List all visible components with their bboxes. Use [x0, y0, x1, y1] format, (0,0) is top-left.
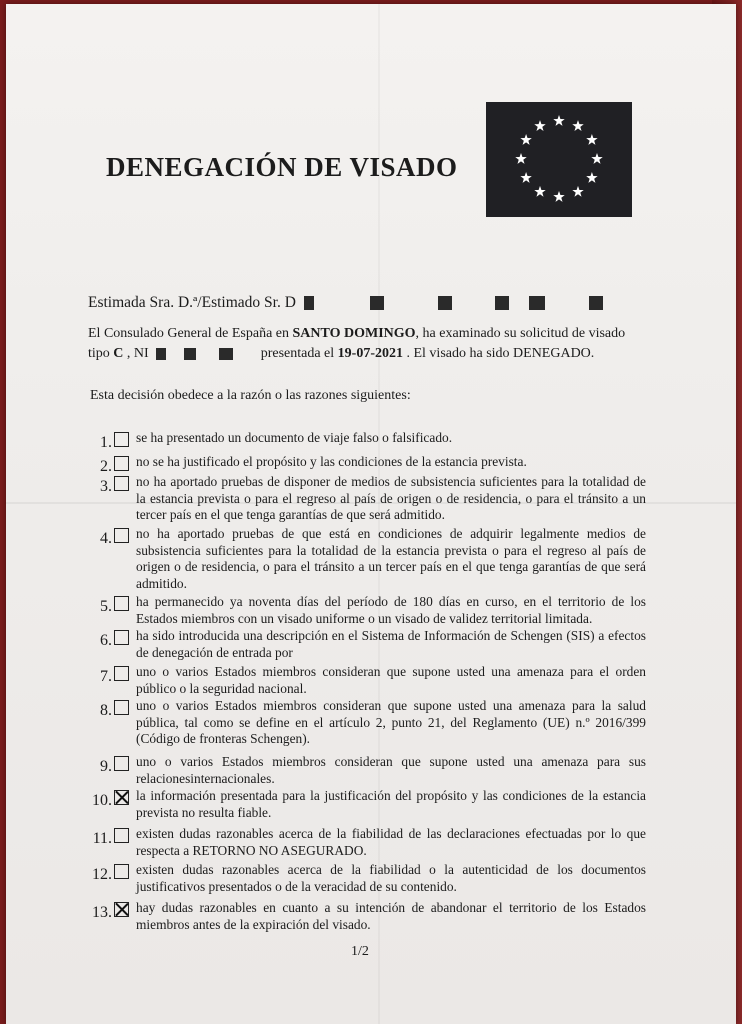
reason-text: la información presentada para la justificación del propósito y las condiciones de la estancia prevista no resulta fiable.: [136, 788, 646, 820]
checkbox-empty-icon: [114, 528, 129, 543]
flag-star: [520, 134, 531, 145]
page-number: 1/2: [351, 944, 369, 959]
checkbox-empty-icon: [114, 476, 129, 491]
checkbox-empty-icon: [114, 700, 129, 715]
reason-text: ha permanecido ya noventa días del período de 180 días en curso, en el territorio de los Estados miembros con un visado uniforme o un visado de validez territorial limitada.: [136, 594, 646, 626]
checkbox-empty-icon: [114, 756, 129, 771]
intro-text: El Consulado General de España en: [88, 326, 293, 341]
reason-number: 8.: [100, 702, 112, 719]
redaction: [438, 296, 452, 310]
visa-type-label: tipo: [88, 346, 114, 361]
flag-star: [572, 186, 583, 197]
intro-paragraph: [88, 324, 628, 364]
checkbox-empty-icon: [114, 666, 129, 681]
checkbox-empty-icon: [114, 630, 129, 645]
redaction: [589, 296, 603, 310]
presented-date: 19-07-2021: [337, 346, 403, 361]
reason-number: 11.: [92, 830, 112, 847]
decision-intro: Esta decisión obedece a la razón o las razones siguientes:: [90, 388, 411, 403]
reason-number: 1.: [100, 434, 112, 451]
reason-text: uno o varios Estados miembros consideran que supone usted una amenaza para el orden público o la seguridad nacional.: [136, 664, 646, 696]
reason-number: 12.: [92, 866, 112, 883]
reason-text: no ha aportado pruebas de disponer de medios de subsistencia suficientes para la totalidad de la estancia prevista o para el regreso al país de origen o de residencia, o para el tránsito a un tercer país en el que tenga garantías de que será admitido.: [136, 474, 646, 522]
flag-star: [520, 172, 531, 183]
reason-number: 10.: [92, 792, 112, 809]
reason-text: uno o varios Estados miembros consideran que supone usted una amenaza para sus relacionesinternacionales.: [136, 754, 646, 786]
flag-star: [572, 120, 583, 131]
reason-number: 9.: [100, 758, 112, 775]
flag-star: [553, 115, 564, 126]
flag-star: [591, 153, 602, 164]
reason-text: se ha presentado un documento de viaje falso o falsificado.: [136, 430, 453, 445]
checkbox-empty-icon: [114, 432, 129, 447]
reason-number: 13.: [92, 904, 112, 921]
reason-number: 4.: [100, 530, 112, 547]
flag-star: [534, 120, 545, 131]
reason-text: no se ha justificado el propósito y las condiciones de la estancia prevista.: [136, 454, 527, 469]
presented-label: presentada el: [260, 346, 338, 361]
visa-denial-letter: [6, 4, 736, 1024]
flag-star: [534, 186, 545, 197]
flag-star: [586, 172, 597, 183]
redaction: [304, 296, 314, 310]
greeting-text: Estimada Sra. D.ª/Estimado Sr. D: [88, 294, 296, 311]
consulate-city: SANTO DOMINGO: [292, 326, 416, 341]
redaction: [495, 296, 509, 310]
flag-star: [515, 153, 526, 164]
document-title: DENEGACIÓN DE VISADO: [106, 152, 458, 182]
reason-text: existen dudas razonables acerca de la fiabilidad o la autenticidad de los documentos justificativos presentados o de la veracidad de su contenido.: [136, 862, 646, 894]
checkbox-checked-icon: [114, 902, 129, 917]
redaction: [219, 348, 233, 360]
redaction: [529, 296, 545, 310]
reason-text: hay dudas razonables en cuanto a su intención de abandonar el territorio de los Estados miembros antes de la expiración del visado.: [136, 900, 646, 932]
decision-result: . El visado ha sido DENEGADO.: [402, 346, 595, 361]
reason-number: 7.: [100, 668, 112, 685]
checkbox-empty-icon: [114, 596, 129, 611]
checkbox-checked-icon: [114, 790, 129, 805]
redaction: [156, 348, 166, 360]
reason-text: existen dudas razonables acerca de la fiabilidad de las declaraciones efectuadas por lo que respecta a RETORNO NO ASEGURADO.: [136, 826, 646, 858]
reason-text: no ha aportado pruebas de que está en condiciones de adquirir legalmente medios de subsistencia suficientes para la totalidad de la estancia prevista o para el regreso al país de origen o de residencia, o para el tránsito a un tercer país en el que tenga garantías de que será admitido.: [136, 526, 646, 591]
checkbox-empty-icon: [114, 864, 129, 879]
flag-star: [586, 134, 597, 145]
checkbox-empty-icon: [114, 828, 129, 843]
eu-flag-icon: [486, 102, 632, 217]
redaction: [184, 348, 196, 360]
greeting: [88, 294, 603, 312]
intro-text: , ha examinado su solicitud de visado: [415, 326, 626, 341]
reason-number: 2.: [100, 458, 112, 475]
reason-number: 6.: [100, 632, 112, 649]
reason-number: 5.: [100, 598, 112, 615]
reason-text: uno o varios Estados miembros consideran que supone usted una amenaza para la salud pública, tal como se define en el artículo 2, punto 21, del Reglamento (UE) n.º 2016/399 (Código de fronteras Schengen).: [136, 698, 646, 746]
checkbox-empty-icon: [114, 456, 129, 471]
reason-number: 3.: [100, 478, 112, 495]
redaction: [370, 296, 384, 310]
nie-label: , NI: [123, 346, 149, 361]
visa-type: C: [113, 346, 124, 361]
flag-star: [553, 191, 564, 202]
reason-text: ha sido introducida una descripción en el Sistema de Información de Schengen (SIS) a efectos de denegación de entrada por: [136, 628, 646, 660]
